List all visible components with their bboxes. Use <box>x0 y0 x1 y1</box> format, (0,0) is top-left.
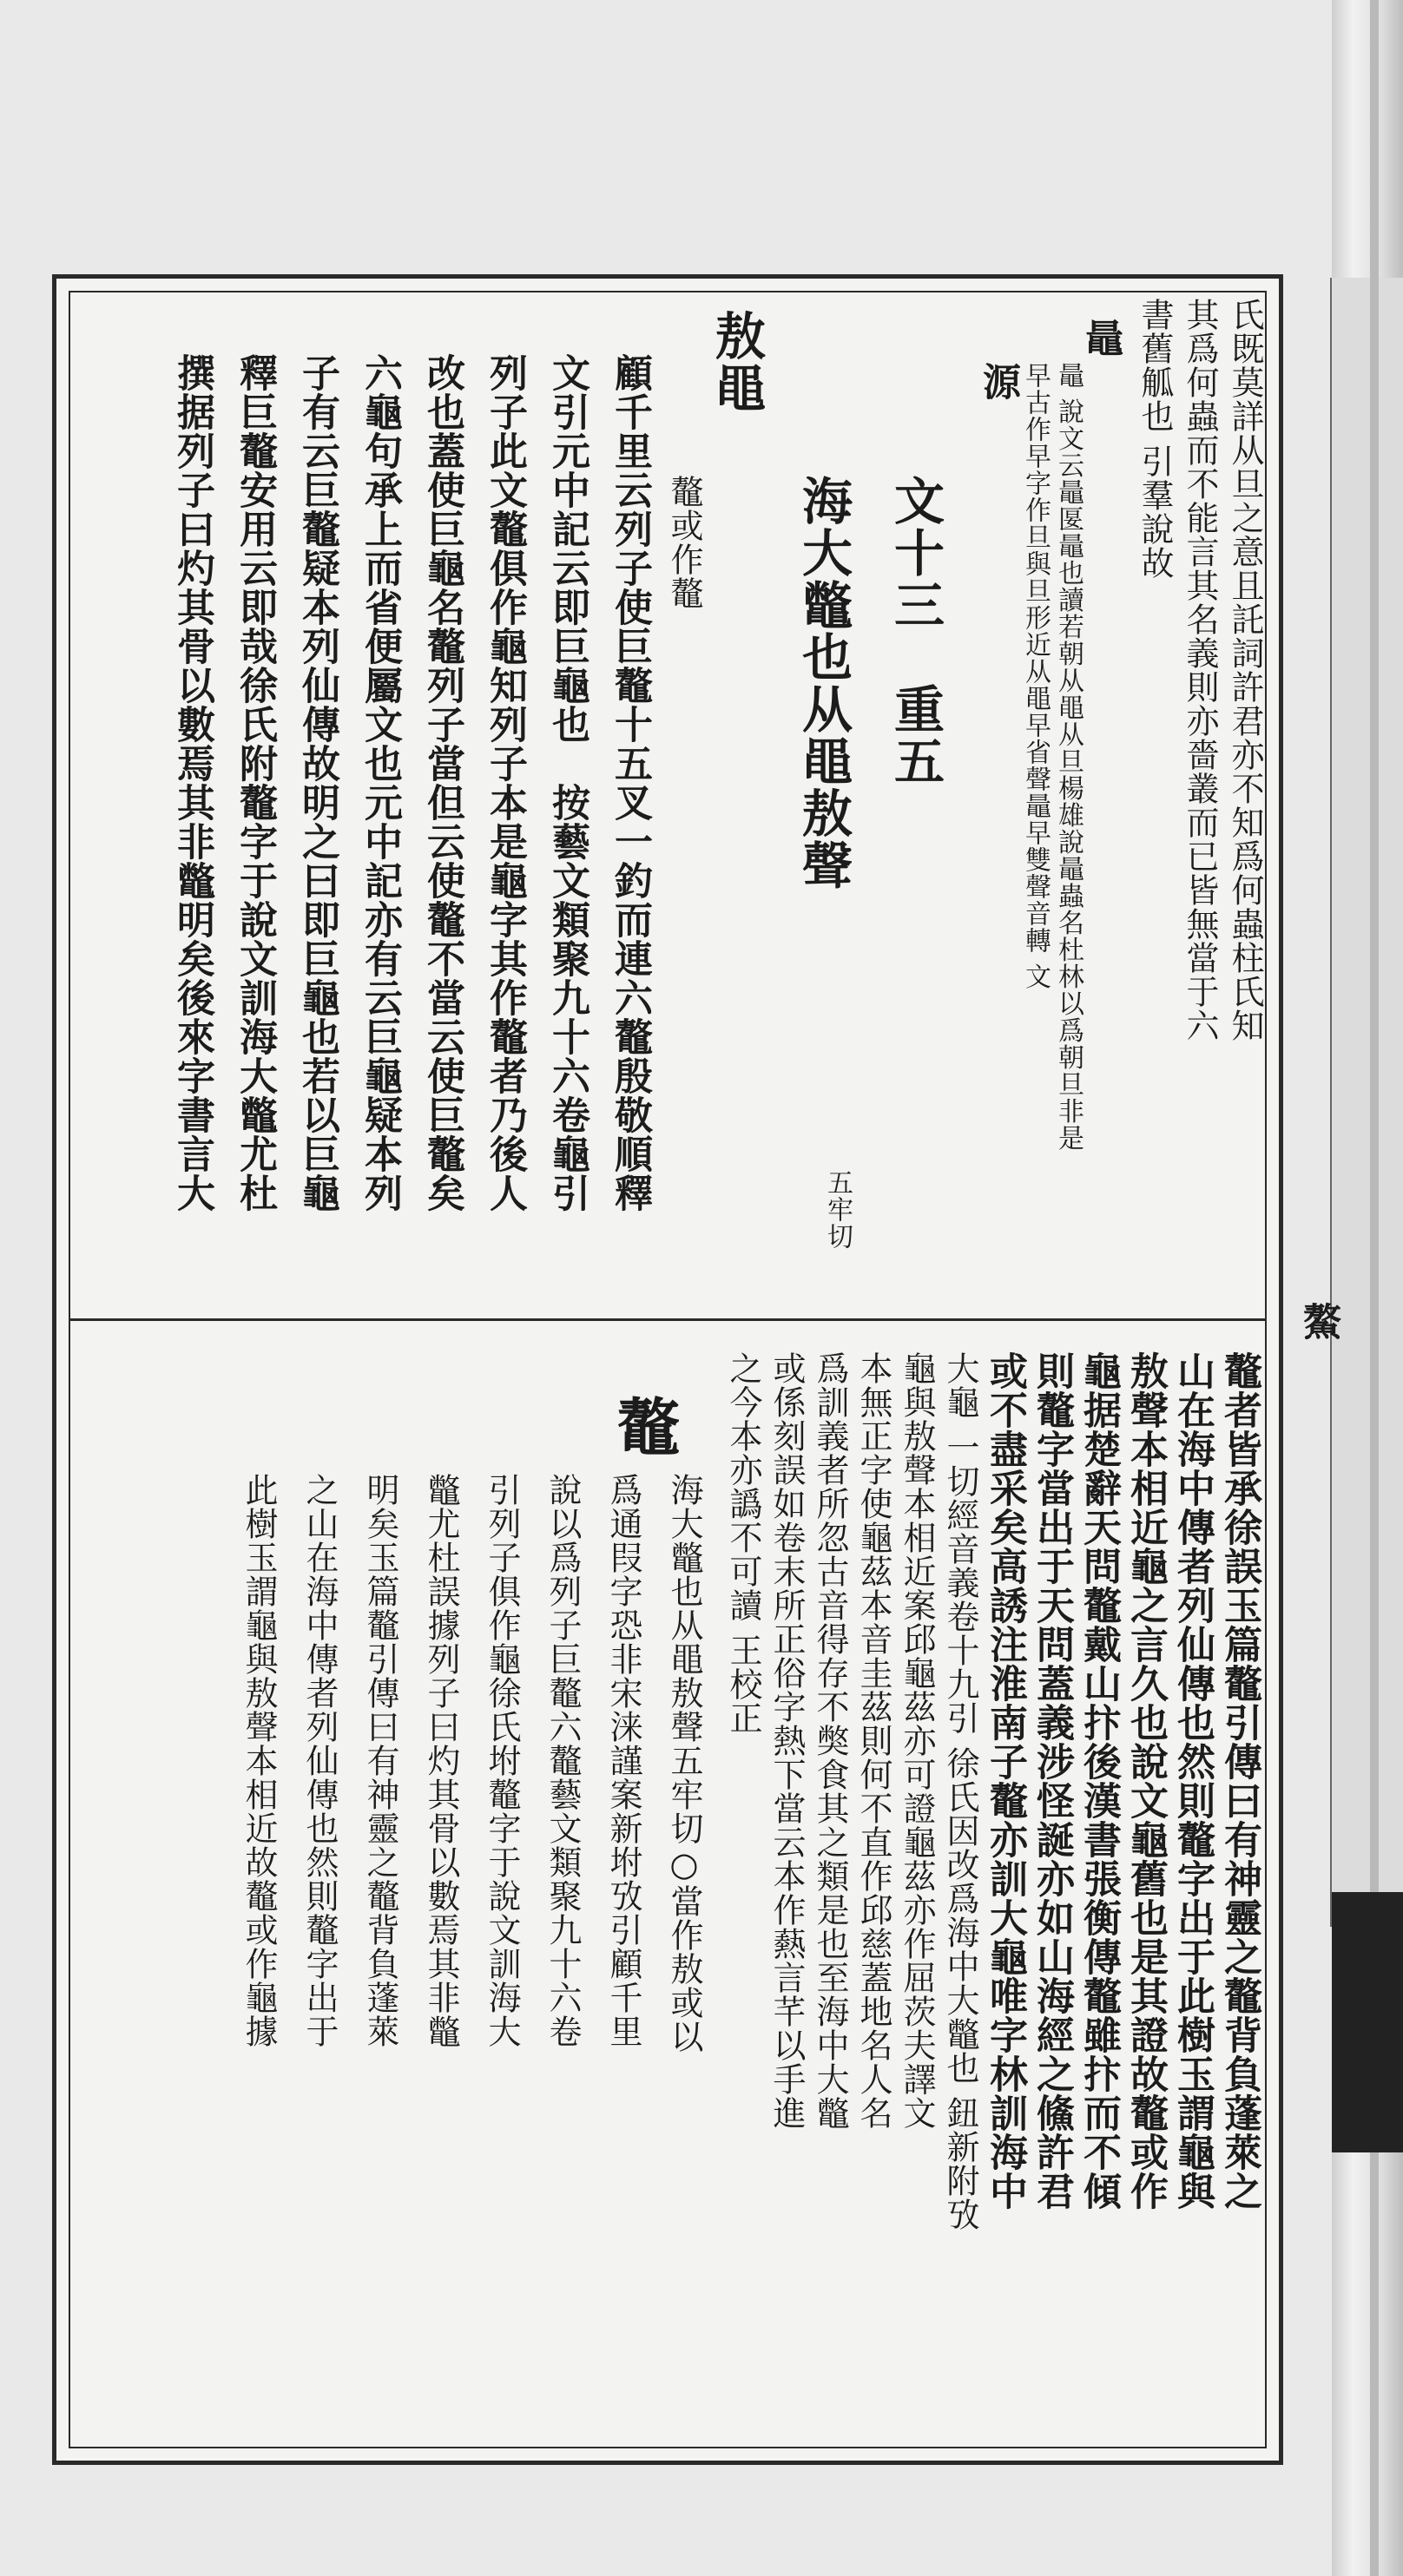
lower-col-7: 大龜 一切經音義卷十九引 徐氏因改爲海中大鼈也 鈕新附攷 <box>941 1351 979 2232</box>
entry-glyph: 敖黽 <box>707 310 766 414</box>
prev-text-col-2: 其爲何蟲而不能言其名義則亦嗇叢而已皆無當于六 <box>1181 298 1219 1042</box>
glyph-note-col-1: 鼂 說文云鼂匽鼂也讀若朝从黽从旦楊雄說鼂蟲名杜林以爲朝旦非是 <box>1053 362 1084 1152</box>
glyph-note-mark: 源 <box>976 362 1020 401</box>
lower-left-col-8: 此樹玉謂龜與敖聲本相近故鼇或作龜據 <box>240 1473 278 2048</box>
entry-fanqie: 五牢切 <box>822 1169 853 1250</box>
prev-text-col-1: 氏既莫詳从旦之意且託詞許君亦不知爲何蟲柱氏知 <box>1226 298 1264 1042</box>
glyph-header: 鼂 <box>1078 319 1123 358</box>
lower-left-col-2: 爲通叚字恐非宋涞謹案新坿攷引顧千里 <box>604 1473 642 2048</box>
edge-label: 鰲 <box>1296 1302 1340 1340</box>
lower-col-1: 鼇者皆承徐誤玉篇鼇引傳曰有神靈之鼇背負蓬萊之 <box>1217 1351 1261 2211</box>
body-col-8: 釋巨鼇安用云即哉徐氏附鼇字于說文訓海大鼈尤杜 <box>233 353 277 1212</box>
body-col-7: 子有云巨鼇疑本列仙傳故明之曰即巨龜也若以巨龜 <box>295 353 339 1212</box>
lower-col-6: 或不盡采矣高誘注淮南子鼇亦訓大龜唯字林訓海中 <box>983 1351 1027 2211</box>
binding-shadow <box>1332 1892 1403 2152</box>
glyph-note-col-2: 早古作早字作旦與旦形近从黽早省聲鼂早雙聲音轉 文 <box>1020 362 1051 990</box>
section-heading: 文十三 重五 <box>886 475 945 787</box>
lower-left-col-4: 引列子俱作龜徐氏坿鼇字于說文訓海大 <box>483 1473 521 2048</box>
lower-col-5: 則鼇字當出于天問蓋義涉怪誕亦如山海經之鯈許君 <box>1030 1351 1074 2211</box>
body-col-9: 撰据列子曰灼其骨以數焉其非鼈明矣後來字書言大 <box>170 353 214 1212</box>
lower-col-2: 山在海中傳者列仙傳也然則鼇字出于此樹玉謂龜與 <box>1170 1351 1215 2211</box>
lower-left-col-1: 海大鼈也从黽敖聲五牢切○當作敖或以 <box>665 1473 703 2054</box>
prev-text-col-3: 書舊觚也 引羣說故 <box>1136 298 1174 581</box>
lower-left-col-3: 說以爲列子巨鼇六鼇藝文類聚九十六卷 <box>543 1473 582 2048</box>
lower-col-4: 龜据楚辭天問鼇戴山抃後漢書張衡傳鼇雖抃而不傾 <box>1077 1351 1121 2211</box>
next-leaf-edge <box>1330 278 1403 1927</box>
lower-entry-char: 鼇 <box>607 1395 681 1459</box>
lower-col-3: 敖聲本相近龜之言久也說文龜舊也是其證故鼇或作 <box>1123 1351 1168 2211</box>
section-divider <box>70 1318 1265 1321</box>
lower-left-col-5: 鼈尤杜誤據列子曰灼其骨以數焉其非鼈 <box>422 1473 460 2048</box>
lower-col-8: 龜與敖聲本相近案邱龜茲亦可證龜茲亦作屈茨夫譯文 <box>898 1351 936 2130</box>
body-col-5: 改也蓋使巨龜名鼇列子當但云使鼇不當云使巨鼇矣 <box>420 353 464 1212</box>
lower-col-10: 爲訓義者所忽古音得存不獘食其之類是也至海中大鼈 <box>811 1351 849 2130</box>
entry-heading: 海大鼈也从黽敖聲 <box>794 475 853 891</box>
body-col-2: 顧千里云列子使巨鼇十五叉一釣而連六鼇殷敬順釋 <box>608 353 652 1212</box>
binding-cord <box>1370 0 1379 2576</box>
page-frame <box>52 274 1283 2465</box>
lower-col-9: 本無正字使龜茲本音圭茲則何不直作邱慈蓋地名人名 <box>854 1351 893 2130</box>
lower-col-11: 或係刻誤如卷末所正俗字熱下當云本作爇言芊以手進 <box>767 1351 806 2130</box>
lower-left-col-6: 明矣玉篇鼇引傳曰有神靈之鼇背負蓬萊 <box>361 1473 399 2048</box>
body-col-1: 鼇或作鼇 <box>665 475 703 610</box>
body-col-3: 文引元中記云即巨龜也 按藝文類聚九十六卷龜引 <box>545 353 590 1212</box>
inner-border <box>69 291 1267 2448</box>
lower-left-col-7: 之山在海中傳者列仙傳也然則鼇字出于 <box>300 1473 339 2048</box>
lower-col-12: 之今本亦譌不可讀 王校正 <box>724 1351 762 1736</box>
body-col-6: 六龜句承上而省便屬文也元中記亦有云巨龜疑本列 <box>358 353 402 1212</box>
body-col-4: 列子此文鼇俱作龜知列子本是龜字其作鼇者乃後人 <box>483 353 527 1212</box>
